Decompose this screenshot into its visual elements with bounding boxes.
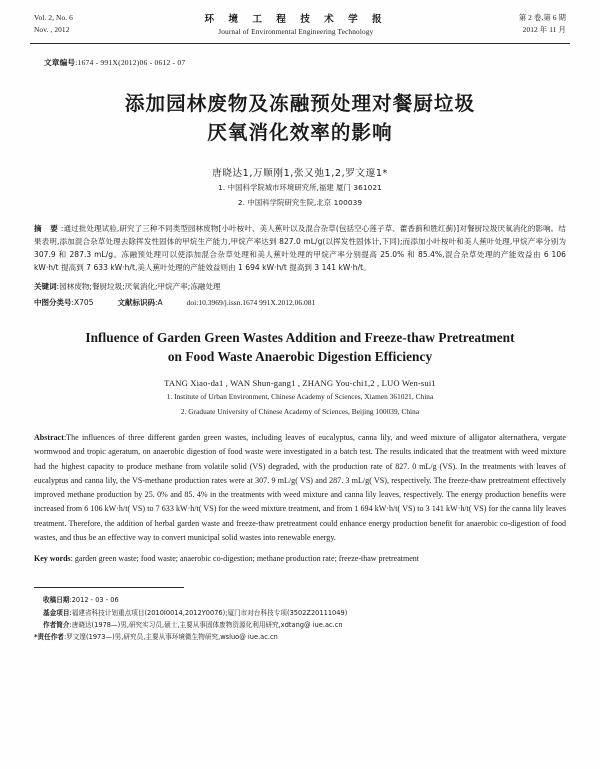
footnote-author-bio-label: 作者简介 <box>43 620 70 629</box>
footnote-divider <box>34 587 184 588</box>
page-title-cn-line2: 厌氧消化效率的影响 <box>207 120 393 144</box>
keywords-en <box>34 552 566 566</box>
footnote-corresponding <box>34 631 566 643</box>
footnote-corresponding-label: *责任作者 <box>34 633 64 642</box>
journal-title-cn: 环 境 工 程 技 术 学 报 <box>204 14 388 25</box>
affiliation-cn-2: 2. 中国科学院研究生院,北京 100039 <box>237 197 363 207</box>
abstract-cn <box>34 223 566 275</box>
keywords-cn-text: :园林废物;餐厨垃圾;厌氧消化;甲烷产率;冻融处理 <box>56 281 221 291</box>
masthead-left <box>34 12 73 36</box>
abstract-cn-text: :通过批处理试验,研究了三种不同类型园林废物[小叶桉叶、美人蕉叶以及混合杂草(包括空心莲子草、藿香蓟和胜红蓟)]对餐厨垃圾厌氧消化的影响。结果表明,添加混合杂草处理去除挥发性固体的甲烷生产能力,甲烷产率达到 827.0 mL/g(以挥发性固体计,下同);而添加小叶桉叶和美人蕉叶处理,甲烷产率分别为 307.9 和 287.3 mL/g。冻融预处理可以使添加混合杂草处理和美人蕉叶处理的甲烷产率分别提高 25.0% 和 85.4%,混合杂草处理的产能效益由 6 106 kW·h/t 提高到 7 633 kW·h/t,美人蕉叶处理的产能效益则由 1 694 kW·h/t 提高到 3 141 kW·h/t。 <box>34 223 566 272</box>
affiliation-en-2: 2. Graduate University of Chinese Academy of Sciences, Beijing 100039, China <box>180 407 420 416</box>
date-en: Nov. , 2012 <box>34 24 70 34</box>
abstract-en-label: Abstract <box>34 433 64 443</box>
keywords-cn-label: 关键词 <box>34 281 57 291</box>
footnote-fund-label: 基金项目 <box>43 608 70 617</box>
page-title-en-line2: on Food Waste Anaerobic Digestion Efficiency <box>167 348 433 364</box>
masthead-divider <box>30 43 570 44</box>
abstract-cn-label: 摘 要 <box>34 223 61 233</box>
keywords-en-label: Key words <box>34 554 71 564</box>
classification-row <box>34 297 566 310</box>
article-number-label: 文章编号 <box>44 58 76 67</box>
date-cn: 2012 年 11 月 <box>522 24 566 34</box>
masthead-center <box>73 11 519 36</box>
document-code-value: :A <box>154 298 163 308</box>
footnote-author-bio <box>34 619 566 631</box>
keywords-en-text: : garden green waste; food waste; anaerobic co-digestion; methane production rate; freeze-thaw pretreatment <box>70 554 419 564</box>
masthead <box>0 0 600 38</box>
footnote-received <box>34 594 566 606</box>
footnote-author-bio-value: :唐晓达(1978—)男,研究实习员,硕士,主要从事固体废物资源化利用研究,xdtang@ iue.ac.cn <box>69 620 343 629</box>
clc-label: 中图分类号 <box>34 298 72 308</box>
footnote-received-value: :2012 - 03 - 06 <box>69 596 119 605</box>
page-title-cn <box>52 90 548 148</box>
authors-cn: 唐晓达1,万顺刚1,张又弛1,2,罗文邃1* <box>212 167 388 179</box>
doi[interactable]: doi:10.3969/j.issn.1674 991X.2012.06.081 <box>186 298 316 308</box>
authors-en: TANG Xiao-da1 , WAN Shun-gang1 , ZHANG You-chi1,2 , LUO Wen-sui1 <box>164 377 436 388</box>
article-number <box>44 57 600 68</box>
masthead-right <box>519 12 566 36</box>
volume-issue-en: Vol. 2, No. 6 <box>34 13 73 22</box>
page-title-en-line1: Influence of Garden Green Wastes Addition and Freeze-thaw Pretreatment <box>85 330 515 345</box>
clc-value: :X705 <box>71 298 94 308</box>
affiliation-cn-1: 1. 中国科学院城市环境研究所,福建 厦门 361021 <box>218 182 382 192</box>
article-number-value: :1674 - 991X(2012)06 - 0612 - 07 <box>75 58 186 67</box>
abstract-en-text: :The influences of three different garden green wastes, including leaves of eucalyptus, canna lily, and weed mixture of alligator alternathera, vergate wormwood and tropic ageratum, on anaerobic digestion of food waste were investigated in a batch test. The results indicated that the treatment with weed mixture had the highest capacity to produce methane from volatile solid (VS) degraded, with the production rate of 827. 0 mL/g (VS). In the treatments with leaves of eucalyptus and canna lily, the VS-methane production rates were at 307. 9 mL/g( VS) and 287. 3 mL/g( VS), respectively. The freeze-thaw pretreatment effectively improved methane production by 25. 0% and 85. 4% in the treatments with weed mixture and canna lily leaves, respectively. The energy production benefits were increased from 6 106 kW·h/t( VS) to 7 633 kW·h/t( VS) for the weed mixture treatment, and from 1 694 kW·h/t( VS) to 3 141 kW·h/t( VS) for the canna lily leaves treatment. Therefore, the addition of herbal garden waste and freeze-thaw pretreatment could enhance energy production benefit for anaerobic co-digestion of food wastes, and thus be an effective way to convert municipal solid wastes into renewable energy. <box>34 433 566 542</box>
volume-issue-cn: 第 2 卷,第 6 期 <box>518 13 566 22</box>
document-code <box>117 297 162 310</box>
journal-title-en: Journal of Environmental Engineering Technology <box>218 27 374 36</box>
document-code-label: 文献标识码 <box>117 298 155 308</box>
keywords-cn <box>34 281 566 294</box>
page-title-cn-line1: 添加园林废物及冻融预处理对餐厨垃圾 <box>124 92 476 115</box>
abstract-en <box>34 431 566 545</box>
footnote-fund-value: :福建省科技计划重点项目(2010I0014,2012Y0076);厦门市对台科技专项(3502Z20111049) <box>69 608 348 617</box>
footnote-fund <box>34 607 566 619</box>
footnote-corresponding-value: :罗文邃(1973—)男,研究员,主要从事环境微生物研究,wsluo@ iue.ac.cn <box>63 633 278 642</box>
footnotes <box>34 594 566 643</box>
affiliation-en-1: 1. Institute of Urban Environment, Chinese Academy of Sciences, Xiamen 361021, China <box>166 391 434 401</box>
footnote-received-label: 收稿日期 <box>43 596 70 605</box>
clc-number <box>34 297 93 310</box>
page-title-en <box>40 329 560 367</box>
